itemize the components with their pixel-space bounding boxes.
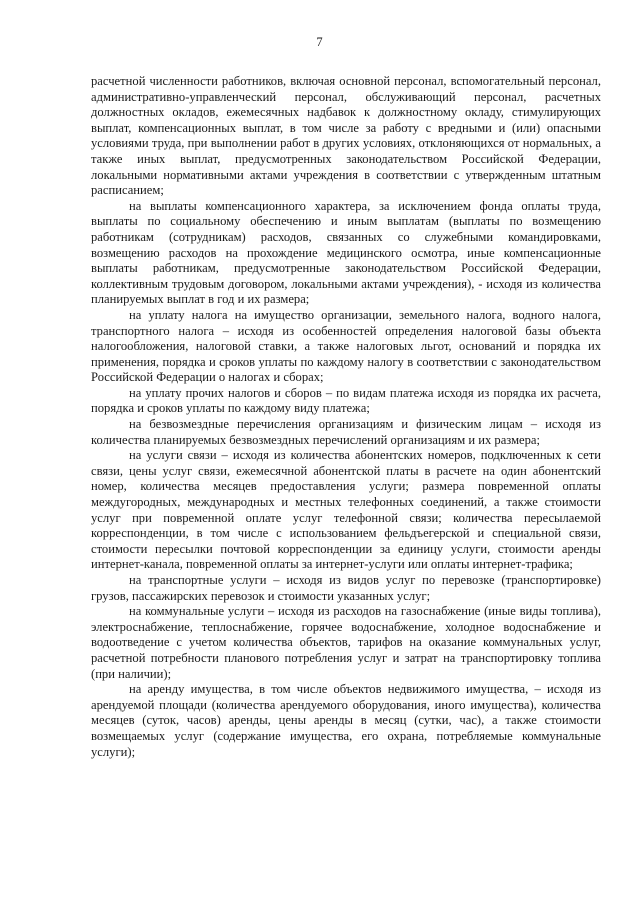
paragraph-compensation-payments: на выплаты компенсационного характера, за исключением фонда оплаты труда, выплаты по социальному обеспечению и иным выплатам (выплаты по возмещению работникам (сотрудникам) расходов, связанных со служебными командировками, возмещению расходов на прохождение медицинского осмотра, иные компенсационные выплаты работникам, предусмотренные законодательством Российской Федерации, коллективным трудовым договором, локальными актами учреждения), - исходя из количества планируемых выплат в год и их размера; [91,198,601,307]
paragraph-utilities: на коммунальные услуги – исходя из расходов на газоснабжение (иные виды топлива), электроснабжение, теплоснабжение, горячее водоснабжение, холодное водоснабжение и водоотведение с учетом количества объектов, тарифов на оказание коммунальных услуг, расчетной потребности планового потребления услуг и затрат на транспортировку топлива (при наличии); [91,604,601,681]
paragraph-gratuitous-transfers: на безвозмездные перечисления организациям и физическим лицам – исходя из количества планируемых безвозмездных перечислений организациям и их размера; [91,417,601,447]
paragraph-transport-services: на транспортные услуги – исходя из видов услуг по перевозке (транспортировке) грузов, пассажирских перевозок и стоимости указанных услуг; [91,573,601,603]
paragraph-staff-calculation: расчетной численности работников, включая основной персонал, вспомогательный персонал, административно-управленческий персонал, обслуживающий персонал, расчетных должностных окладов, ежемесячных надбавок к должностному окладу, стимулирующих выплат, компенсационных выплат, в том числе за работу с вредными и (или) опасными условиями труда, при выполнении работ в других условиях, отклоняющихся от нормальных, а также иных выплат, предусмотренных законодательством Российской Федерации, локальными нормативными актами учреждения в соответствии с утвержденным штатным расписанием; [91,74,601,198]
page-number: 7 [316,35,323,49]
body-text [91,74,601,760]
paragraph-other-taxes: на уплату прочих налогов и сборов – по видам платежа исходя из порядка их расчета, порядка и сроков уплаты по каждому виду платежа; [91,385,601,416]
paragraph-property-tax: на уплату налога на имущество организации, земельного налога, водного налога, транспортного налога – исходя из особенностей определения налоговой базы объекта налогообложения, налоговой ставки, а также налоговых льгот, оснований и порядка их применения, порядка и сроков уплаты по каждому налогу в соответствии с законодательством Российской Федерации о налогах и сборах; [91,307,601,385]
paragraph-property-rent: на аренду имущества, в том числе объектов недвижимого имущества, – исходя из арендуемой площади (количества арендуемого оборудования, иного имущества), количества месяцев (суток, часов) аренды, цены аренды в месяц (сутки, час), а также стоимости возмещаемых услуг (содержание имущества, его охрана, потребляемые коммунальные услуги); [91,682,601,759]
paragraph-communication-services: на услуги связи – исходя из количества абонентских номеров, подключенных к сети связи, цены услуг связи, ежемесячной абонентской платы в расчете на один абонентский номер, количества месяцев предоставления услуги; размера повременной оплаты междугородных, международных и местных телефонных соединений, а также стоимости услуг при повременной оплате услуг телефонной связи; количества пересылаемой корреспонденции, в том числе с использованием фельдъегерской и специальной связи, стоимости пересылки почтовой корреспонденции за единицу услуги, стоимости аренды интернет-канала, повременной оплаты за интернет-услуги или оплаты интернет-трафика; [91,448,601,572]
